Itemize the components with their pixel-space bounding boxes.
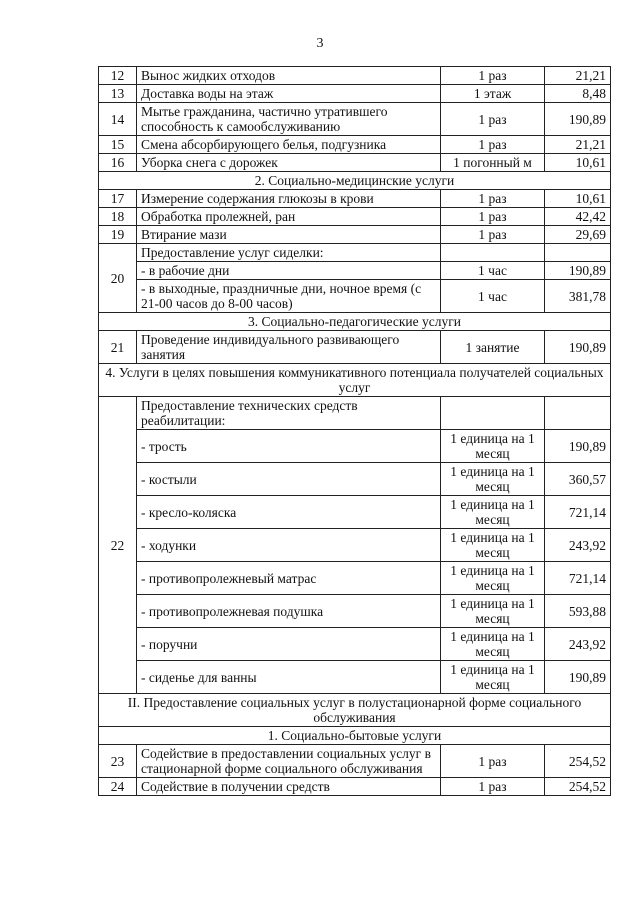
row-number: 21 xyxy=(99,331,137,364)
table-row xyxy=(99,262,611,280)
service-name: Содействие в предоставлении социальных услуг в стационарной форме социального обслуживания xyxy=(137,745,441,778)
service-price: 243,92 xyxy=(545,628,611,661)
table-row xyxy=(99,628,611,661)
row-number: 17 xyxy=(99,190,137,208)
service-price: 190,89 xyxy=(545,430,611,463)
section-header-row xyxy=(99,172,611,190)
service-name: Смена абсорбирующего белья, подгузника xyxy=(137,136,441,154)
table-row xyxy=(99,463,611,496)
service-name: - ходунки xyxy=(137,529,441,562)
table-row xyxy=(99,496,611,529)
service-name: Вынос жидких отходов xyxy=(137,67,441,85)
table-row xyxy=(99,67,611,85)
section-header-row xyxy=(99,364,611,397)
service-unit: 1 единица на 1 месяц xyxy=(441,661,545,694)
service-name: - костыли xyxy=(137,463,441,496)
service-name: - противопролежневый матрас xyxy=(137,562,441,595)
section-title: 1. Социально-бытовые услуги xyxy=(99,727,611,745)
section-title: 3. Социально-педагогические услуги xyxy=(99,313,611,331)
table-row xyxy=(99,331,611,364)
service-name: Проведение индивидуального развивающего занятия xyxy=(137,331,441,364)
service-name: Доставка воды на этаж xyxy=(137,85,441,103)
table-row xyxy=(99,208,611,226)
service-unit: 1 раз xyxy=(441,226,545,244)
service-price: 381,78 xyxy=(545,280,611,313)
row-number: 20 xyxy=(99,244,137,313)
service-name: - в рабочие дни xyxy=(137,262,441,280)
service-unit: 1 единица на 1 месяц xyxy=(441,430,545,463)
row-number: 15 xyxy=(99,136,137,154)
service-price: 42,42 xyxy=(545,208,611,226)
service-unit: 1 раз xyxy=(441,745,545,778)
service-unit: 1 час xyxy=(441,262,545,280)
row-number: 14 xyxy=(99,103,137,136)
service-price: 721,14 xyxy=(545,562,611,595)
service-price: 21,21 xyxy=(545,67,611,85)
row-number: 13 xyxy=(99,85,137,103)
table-row xyxy=(99,226,611,244)
service-unit: 1 раз xyxy=(441,67,545,85)
tariff-table xyxy=(98,66,611,796)
service-unit: 1 единица на 1 месяц xyxy=(441,496,545,529)
service-unit xyxy=(441,244,545,262)
table-row xyxy=(99,595,611,628)
table-row xyxy=(99,745,611,778)
service-price: 254,52 xyxy=(545,778,611,796)
service-price xyxy=(545,244,611,262)
service-group-title: Предоставление услуг сиделки: xyxy=(137,244,441,262)
service-price: 190,89 xyxy=(545,262,611,280)
table-row xyxy=(99,562,611,595)
service-price: 254,52 xyxy=(545,745,611,778)
service-price: 190,89 xyxy=(545,661,611,694)
service-name: - в выходные, праздничные дни, ночное время (с 21-00 часов до 8-00 часов) xyxy=(137,280,441,313)
service-unit: 1 раз xyxy=(441,136,545,154)
service-name: Уборка снега с дорожек xyxy=(137,154,441,172)
service-name: Содействие в получении средств xyxy=(137,778,441,796)
service-name: Обработка пролежней, ран xyxy=(137,208,441,226)
service-price xyxy=(545,397,611,430)
table-row xyxy=(99,778,611,796)
service-price: 190,89 xyxy=(545,331,611,364)
section-header-row xyxy=(99,727,611,745)
table-row xyxy=(99,661,611,694)
service-unit: 1 раз xyxy=(441,190,545,208)
service-unit: 1 погонный м xyxy=(441,154,545,172)
service-unit: 1 час xyxy=(441,280,545,313)
section-title: 2. Социально-медицинские услуги xyxy=(99,172,611,190)
section-header-row xyxy=(99,694,611,727)
service-name: Втирание мази xyxy=(137,226,441,244)
table-row xyxy=(99,397,611,430)
section-title: II. Предоставление социальных услуг в полустационарной форме социального обслуживания xyxy=(99,694,611,727)
table-row xyxy=(99,430,611,463)
service-price: 360,57 xyxy=(545,463,611,496)
service-unit: 1 раз xyxy=(441,103,545,136)
row-number: 22 xyxy=(99,397,137,694)
service-name: - трость xyxy=(137,430,441,463)
service-name: Измерение содержания глюкозы в крови xyxy=(137,190,441,208)
table-row xyxy=(99,103,611,136)
service-price: 10,61 xyxy=(545,190,611,208)
service-name: Мытье гражданина, частично утратившего способность к самообслуживанию xyxy=(137,103,441,136)
section-header-row xyxy=(99,313,611,331)
row-number: 23 xyxy=(99,745,137,778)
service-unit: 1 единица на 1 месяц xyxy=(441,562,545,595)
service-name: - поручни xyxy=(137,628,441,661)
service-price: 721,14 xyxy=(545,496,611,529)
row-number: 12 xyxy=(99,67,137,85)
service-unit: 1 раз xyxy=(441,778,545,796)
service-unit: 1 раз xyxy=(441,208,545,226)
row-number: 16 xyxy=(99,154,137,172)
service-name: - сиденье для ванны xyxy=(137,661,441,694)
service-unit: 1 этаж xyxy=(441,85,545,103)
page-number: 3 xyxy=(316,36,324,51)
service-name: - противопролежневая подушка xyxy=(137,595,441,628)
service-name: - кресло-коляска xyxy=(137,496,441,529)
row-number: 19 xyxy=(99,226,137,244)
service-price: 29,69 xyxy=(545,226,611,244)
service-price: 190,89 xyxy=(545,103,611,136)
section-title: 4. Услуги в целях повышения коммуникативного потенциала получателей социальных услуг xyxy=(99,364,611,397)
table-row xyxy=(99,529,611,562)
table-row xyxy=(99,190,611,208)
table-row xyxy=(99,244,611,262)
service-unit: 1 единица на 1 месяц xyxy=(441,628,545,661)
service-unit xyxy=(441,397,545,430)
table-row xyxy=(99,280,611,313)
row-number: 18 xyxy=(99,208,137,226)
service-price: 243,92 xyxy=(545,529,611,562)
table-row xyxy=(99,154,611,172)
service-price: 10,61 xyxy=(545,154,611,172)
service-unit: 1 единица на 1 месяц xyxy=(441,529,545,562)
table-row xyxy=(99,85,611,103)
row-number: 24 xyxy=(99,778,137,796)
service-price: 8,48 xyxy=(545,85,611,103)
table-row xyxy=(99,136,611,154)
service-unit: 1 единица на 1 месяц xyxy=(441,595,545,628)
service-price: 593,88 xyxy=(545,595,611,628)
service-unit: 1 единица на 1 месяц xyxy=(441,463,545,496)
service-price: 21,21 xyxy=(545,136,611,154)
service-group-title: Предоставление технических средств реабилитации: xyxy=(137,397,441,430)
service-unit: 1 занятие xyxy=(441,331,545,364)
